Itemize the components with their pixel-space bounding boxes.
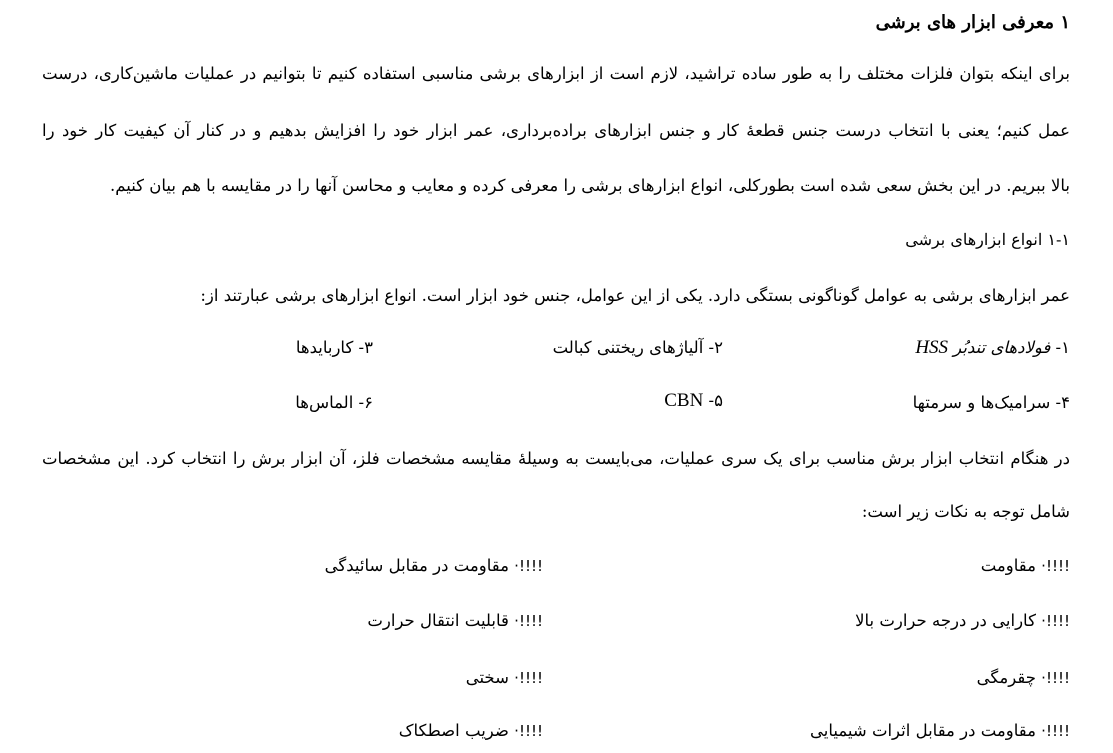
selection-line-2: شامل توجه به نکات زیر است: xyxy=(861,502,1070,521)
property-item xyxy=(977,667,1070,689)
type-latin: HSS xyxy=(915,337,949,358)
bullet-marker: !!!!· xyxy=(514,557,543,575)
bullet-marker: !!!!· xyxy=(1041,557,1070,575)
property-label: قابلیت انتقال حرارت xyxy=(367,611,509,630)
types-intro: عمر ابزارهای برشی به عوامل گوناگونی بستگی دارد. یکی از این عوامل، جنس خود ابزار است. انواع ابزارهای برشی عبارتند از: xyxy=(200,286,1070,305)
intro-line-1: برای اینکه بتوان فلزات مختلف را به طور ساده تراشید، لازم است از ابزارهای برشی مناسبی استفاده کنیم تا بتوانیم در عملیات ماشین‌کاری، درست xyxy=(42,64,1070,83)
type-number: ۴- xyxy=(1055,393,1070,412)
property-item xyxy=(399,720,543,742)
bullet-marker: !!!!· xyxy=(514,612,543,630)
type-label: آلیاژهای ریختنی کبالت xyxy=(552,338,704,357)
type-label: کاربایدها xyxy=(295,338,354,357)
property-item xyxy=(855,610,1070,632)
property-item xyxy=(466,667,543,689)
type-label: سرامیک‌ها و سرمتها xyxy=(912,393,1051,412)
bullet-marker: !!!!· xyxy=(1041,722,1070,740)
property-label: سختی xyxy=(465,668,509,687)
type-number: ۳- xyxy=(358,338,373,357)
type-number: ۱- xyxy=(1055,338,1070,357)
type-item-5 xyxy=(664,390,723,412)
property-item xyxy=(810,720,1070,742)
subsection-heading: ۱-۱ انواع ابزارهای برشی xyxy=(905,230,1070,249)
selection-line-1: در هنگام انتخاب ابزار برش مناسب برای یک سری عملیات، می‌بایست به وسیلهٔ مقایسه مشخصات فلز، آن ابزار برش را انتخاب کرد. این مشخصات xyxy=(42,449,1070,468)
type-number: ۵- xyxy=(708,391,723,410)
property-label: چقرمگی xyxy=(976,668,1036,687)
property-label: ضریب اصطکاک xyxy=(398,721,509,740)
type-label: الماس‌ها xyxy=(295,393,354,412)
bullet-marker: !!!!· xyxy=(514,669,543,687)
type-item-1 xyxy=(915,337,1070,359)
bullet-marker: !!!!· xyxy=(1041,612,1070,630)
intro-line-3: بالا ببریم. در این بخش سعی شده است بطورکلی، انواع ابزارهای برشی را معرفی کرده و معایب و محاسن آنها را در مقایسه با هم بیان کنیم. xyxy=(109,176,1070,195)
property-label: کارایی در درجه حرارت بالا xyxy=(855,611,1036,630)
type-number: ۲- xyxy=(708,338,723,357)
property-item xyxy=(325,555,543,577)
type-number: ۶- xyxy=(358,393,373,412)
property-label: مقاومت در مقابل اثرات شیمیایی xyxy=(810,721,1036,740)
type-item-3 xyxy=(296,337,373,359)
bullet-marker: !!!!· xyxy=(1041,669,1070,687)
intro-line-2: عمل کنیم؛ یعنی با انتخاب درست جنس قطعهٔ کار و جنس ابزارهای براده‌برداری، عمر ابزار خود را افزایش بدهیم و در کنار آن کیفیت کار خود را xyxy=(42,121,1070,140)
property-label: مقاومت xyxy=(980,556,1036,575)
property-label: مقاومت در مقابل سائیدگی xyxy=(324,556,509,575)
type-item-6 xyxy=(295,392,373,414)
type-label: فولادهای تندبُر xyxy=(953,338,1051,357)
type-latin: CBN xyxy=(664,390,704,411)
bullet-marker: !!!!· xyxy=(514,722,543,740)
type-item-4 xyxy=(913,392,1070,414)
property-item xyxy=(367,610,543,632)
section-heading: ۱ معرفی ابزار های برشی xyxy=(875,12,1070,33)
property-item xyxy=(981,555,1070,577)
type-item-2 xyxy=(553,337,723,359)
